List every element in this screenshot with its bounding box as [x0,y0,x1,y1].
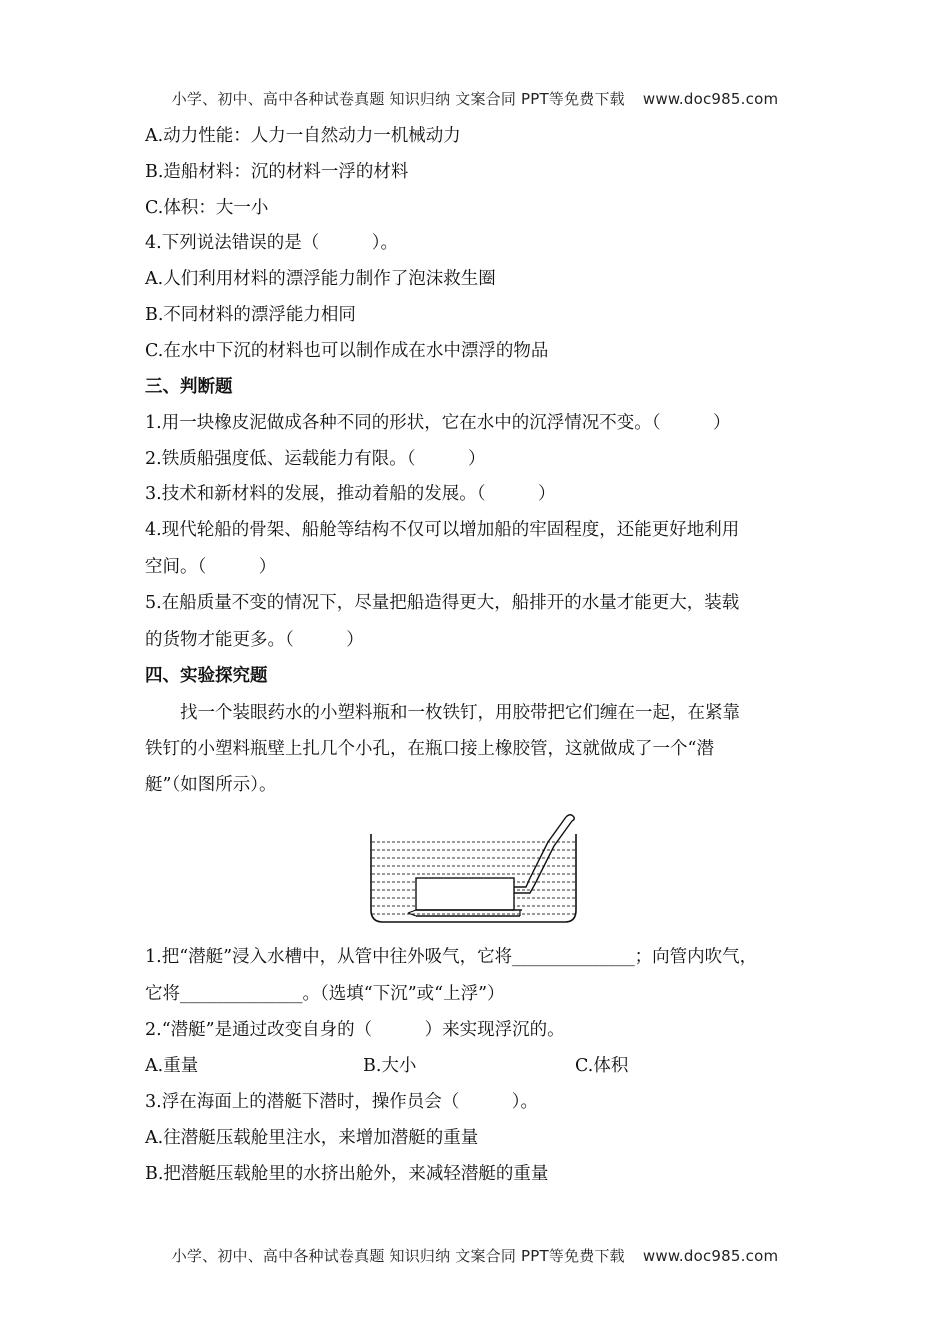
options-row [145,1054,628,1078]
option-line: A.动力性能：人力一自然动力一机械动力 [145,126,461,146]
option-line: A.往潜艇压载舱里注水，来增加潜艇的重量 [145,1128,479,1148]
footer-text: 小学、初中、高中各种试卷真题 知识归纳 文案合同 PPT等免费下载 [171,1247,625,1265]
paragraph-line: 艇”（如图所示）。 [145,775,277,795]
question-line: 1.把“潜艇”浸入水槽中，从管中往外吸气，它将______________；向管内吹气， [145,947,758,967]
option-line: B.造船材料：沉的材料一浮的材料 [145,162,409,182]
option-line: B.把潜艇压载舱里的水挤出舱外，来减轻潜艇的重量 [145,1164,549,1184]
option-c: C.体积 [575,1056,629,1076]
page-header [0,88,950,109]
question-line: 5.在船质量不变的情况下，尽量把船造得更大，船排开的水量才能更大，装载 [145,593,740,613]
header-text: 小学、初中、高中各种试卷真题 知识归纳 文案合同 PPT等免费下载 [171,90,625,108]
question-line: 的货物才能更多。（ ） [145,630,364,650]
question-line: 3.技术和新材料的发展，推动着船的发展。（ ） [145,484,556,504]
section-heading-judgement: 三、判断题 [145,377,233,397]
question-line: 它将______________。（选填“下沉”或“上浮”） [145,984,505,1004]
question-line: 2.“潜艇”是通过改变自身的（ ）来实现浮沉的。 [145,1020,565,1040]
section-heading-experiment: 四、实验探究题 [145,666,268,686]
footer-site: www.doc985.com [642,1247,779,1265]
question-line: 4.下列说法错误的是（ ）。 [145,233,398,253]
question-line: 空间。（ ） [145,557,277,577]
option-b: B.大小 [363,1056,417,1076]
question-line: 3.浮在海面上的潜艇下潜时，操作员会（ ）。 [145,1092,538,1112]
option-line: C.体积：大一小 [145,198,269,218]
question-line: 2.铁质船强度低、运载能力有限。（ ） [145,449,486,469]
paragraph-line: 找一个装眼药水的小塑料瓶和一枚铁钉，用胶带把它们缠在一起，在紧靠 [145,703,740,723]
page-footer [0,1245,950,1266]
header-site: www.doc985.com [642,90,779,108]
option-line: A.人们利用材料的漂浮能力制作了泡沫救生圈 [145,269,496,289]
option-line: C.在水中下沉的材料也可以制作成在水中漂浮的物品 [145,341,549,361]
option-a: A.重量 [145,1056,199,1076]
question-line: 4.现代轮船的骨架、船舱等结构不仅可以增加船的牢固程度，还能更好地利用 [145,520,740,540]
submarine-diagram [370,812,582,924]
paragraph-line: 铁钉的小塑料瓶壁上扎几个小孔，在瓶口接上橡胶管，这就做成了一个“潜 [145,739,714,759]
option-line: B.不同材料的漂浮能力相同 [145,305,356,325]
question-line: 1.用一块橡皮泥做成各种不同的形状，它在水中的沉浮情况不变。（ ） [145,413,731,433]
